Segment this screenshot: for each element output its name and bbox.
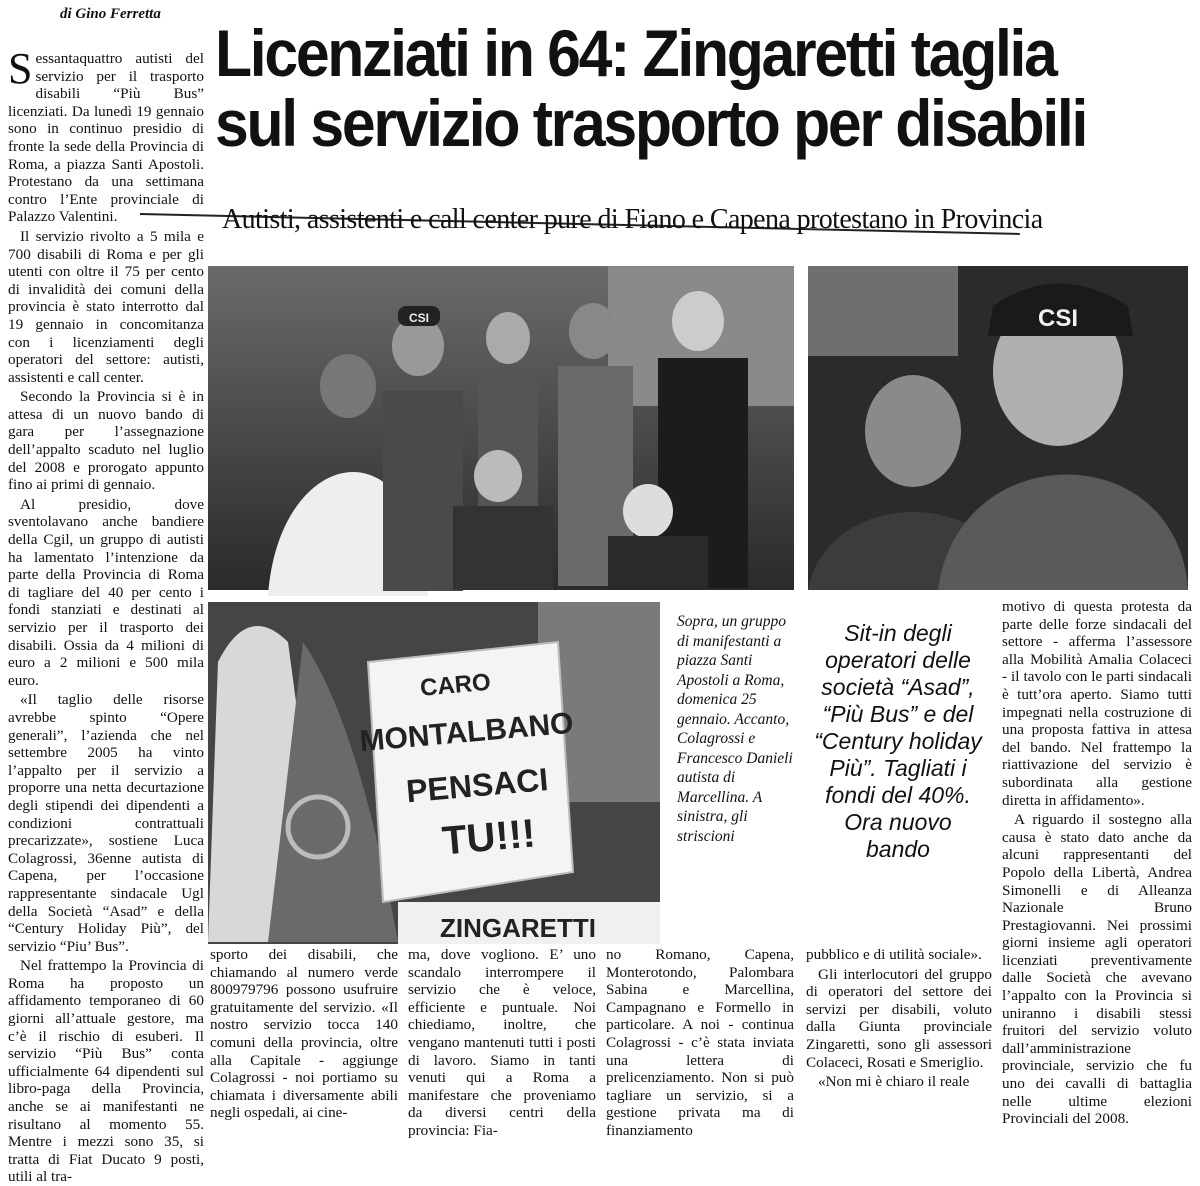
article-column-2 (210, 946, 398, 1122)
paragraph: Al presidio, dove sventolavano anche bandiere della Cgil, un gruppo di autisti ha lamentato l’intenzione da parte della Provincia di Roma di tagliare del 40 per cento i fondi stanziati e destinati al servizio per il trasporto dei disabili. Ossia da 4 milioni di euro a 2 milioni e 500 mila euro. (8, 495, 204, 689)
paragraph: «Non mi è chiaro il reale (818, 1073, 970, 1091)
paragraph: «Il taglio delle risorse avrebbe spinto “Opere generali”, l’azienda che nel settembre 2005 ha vinto l’appalto per il servizio a proporre una netta decurtazione degli stipendi dei dipendenti a condizioni contrattuali precarizzate», sostiene Luca Colagrossi, 36enne autista di Capena, per l’occasione rappresentante sindacale Ugl della Società “Asad” e della “Century Holiday Più”, del servizio “Piu’ Bus”. (8, 691, 204, 955)
paragraph: Secondo la Provincia si è in attesa di un nuovo bando di gara per l’assegnazione dell’appalto scaduto nel luglio del 2008 e prorogato appunto fino ai primi di gennaio. (8, 388, 204, 494)
article-column-3 (408, 946, 596, 1139)
drop-cap: S (8, 44, 33, 93)
article-column-1 (8, 44, 204, 1186)
article-column-4 (606, 946, 794, 1139)
paragraph: sporto dei disabili, che chiamando al numero verde 800979796 possono usufruire gratuitamente del servizio. «Il nostro servizio tocca 140 comuni della provincia, oltre alla Capitale - aggiunge Colagrossi - noi portiamo su chiamata i diversamente abili negli ospedali, ai cine- (210, 946, 398, 1122)
photo-group-protesters (208, 266, 794, 590)
paragraph: Il servizio rivolto a 5 mila e 700 disabili di Roma e per gli utenti con oltre il 75 per cento di invalidità dei comuni della provincia è stato interrotto dal 19 gennaio in concomitanza con i licenziamenti degli operatori del settore: autisti, assistenti e call center. (8, 227, 204, 386)
headline: Licenziati in 64: Zingaretti taglia sul servizio trasporto per disabili (215, 16, 1087, 160)
photo-caption: Sopra, un gruppo di manifestanti a piazza Santi Apostoli a Roma, domenica 25 gennaio. Accanto, Colagrossi e Francesco Danieli autista di Marcellina. A sinistra, gli striscioni (677, 613, 793, 845)
subheadline: Autisti, assistenti e call center pure di Fiano e Capena protestano in Provincia (222, 204, 1043, 235)
paragraph: Gli interlocutori del gruppo di operatori del settore dei servizi per disabili, voluto dalla Giunta provinciale Zingaretti, sono gli assessori Colaceci, Rosati e Smeriglio. (806, 965, 992, 1071)
sit-in-highlight: Sit-in degli operatori delle società “Asad”, “Più Bus” e del “Century holiday Più”. Tagliati i fondi del 40%. Ora nuovo bando (814, 620, 982, 862)
paragraph: no Romano, Capena, Monterotondo, Palombara Sabina e Marcellina, Campagnano e Formello in particolare. A noi - continua Colagrossi - c’è stata inviata una lettera di prelicenziamento. Non si può tagliare un servizio, si a gestione privata ma di finanziamento (606, 946, 794, 1139)
paragraph: motivo di questa protesta da parte delle forze sindacali del settore - afferma l’assessore alla Mobilità Amalia Colaceci - il tavolo con le parti sindacali è tutt’ora aperto. Siamo tutti impegnati nella costruzione di una proposta fattiva in attesa del bando. Nel frattempo la riattivazione del servizio è subordinata alla gestione diretta in affidamento». (1002, 598, 1192, 809)
paragraph: Nel frattempo la Provincia di Roma ha proposto un affidamento temporaneo di 60 giorni all’attuale gestore, ma c’è il rischio di esuberi. Il servizio “Più Bus” conta ufficialmente 64 dipendenti sul libro-paga della Provincia, anche se ai manifestanti ne risultano al momento 55. Mentre i mezzi sono 35, si tratta di Fiat Ducato 9 posti, utili al tra- (8, 957, 204, 1186)
article-column-6 (1002, 598, 1192, 1128)
photo-protest-banners (208, 602, 660, 944)
sign-line: CARO (419, 668, 492, 702)
sign-line: PENSACI (404, 761, 550, 810)
paragraph: A riguardo il sostegno alla causa è stato dato anche da alcuni rappresentanti del Popolo della Libertà, Andrea Simonelli e di Alleanza Nazionale Bruno Prestagiovanni. Nei prossimi giorni insieme agli operatori licenziati preventivamente dalle Società che avevano l’appalto con la Provincia si uniranno i disabili stessi fruitori del servizio voluto dall’amministrazione provinciale, servizio che fu uno dei cavalli di battaglia nelle ultime elezioni Provinciali del 2008. (1002, 811, 1192, 1128)
sign-line: MONTALBANO (358, 706, 575, 759)
byline: di Gino Ferretta (60, 6, 161, 22)
photo-colagrossi-danieli (808, 266, 1188, 590)
paragraph: Sessantaquattro autisti del servizio per il trasporto disabili “Più Bus” licenziati. Da lunedì 19 gennaio sono in continuo presidio di fronte la sede della Provincia di Roma, a piazza Santi Apostoli. Protestano da una settimana contro l’Ente provinciale di Palazzo Valentini. (8, 44, 204, 226)
hat-label: CSI (408, 311, 430, 325)
article-column-5 (806, 946, 992, 1108)
banner-text: ZINGARETTI (440, 913, 596, 943)
paragraph: ma, dove vogliono. E’ uno scandalo interrompere il servizio che è veloce, efficiente e puntuale. Noi chiediamo, inoltre, che vengano mantenuti tutti i posti di lavoro. Siamo in tanti venuti qui a Roma a manifestare che proveniamo da diversi centri della provincia: Fia- (408, 946, 596, 1139)
paragraph: pubblico e di utilità sociale». (806, 946, 982, 963)
hat-label: CSI (1037, 305, 1079, 332)
sign-line: TU!!! (440, 811, 538, 864)
